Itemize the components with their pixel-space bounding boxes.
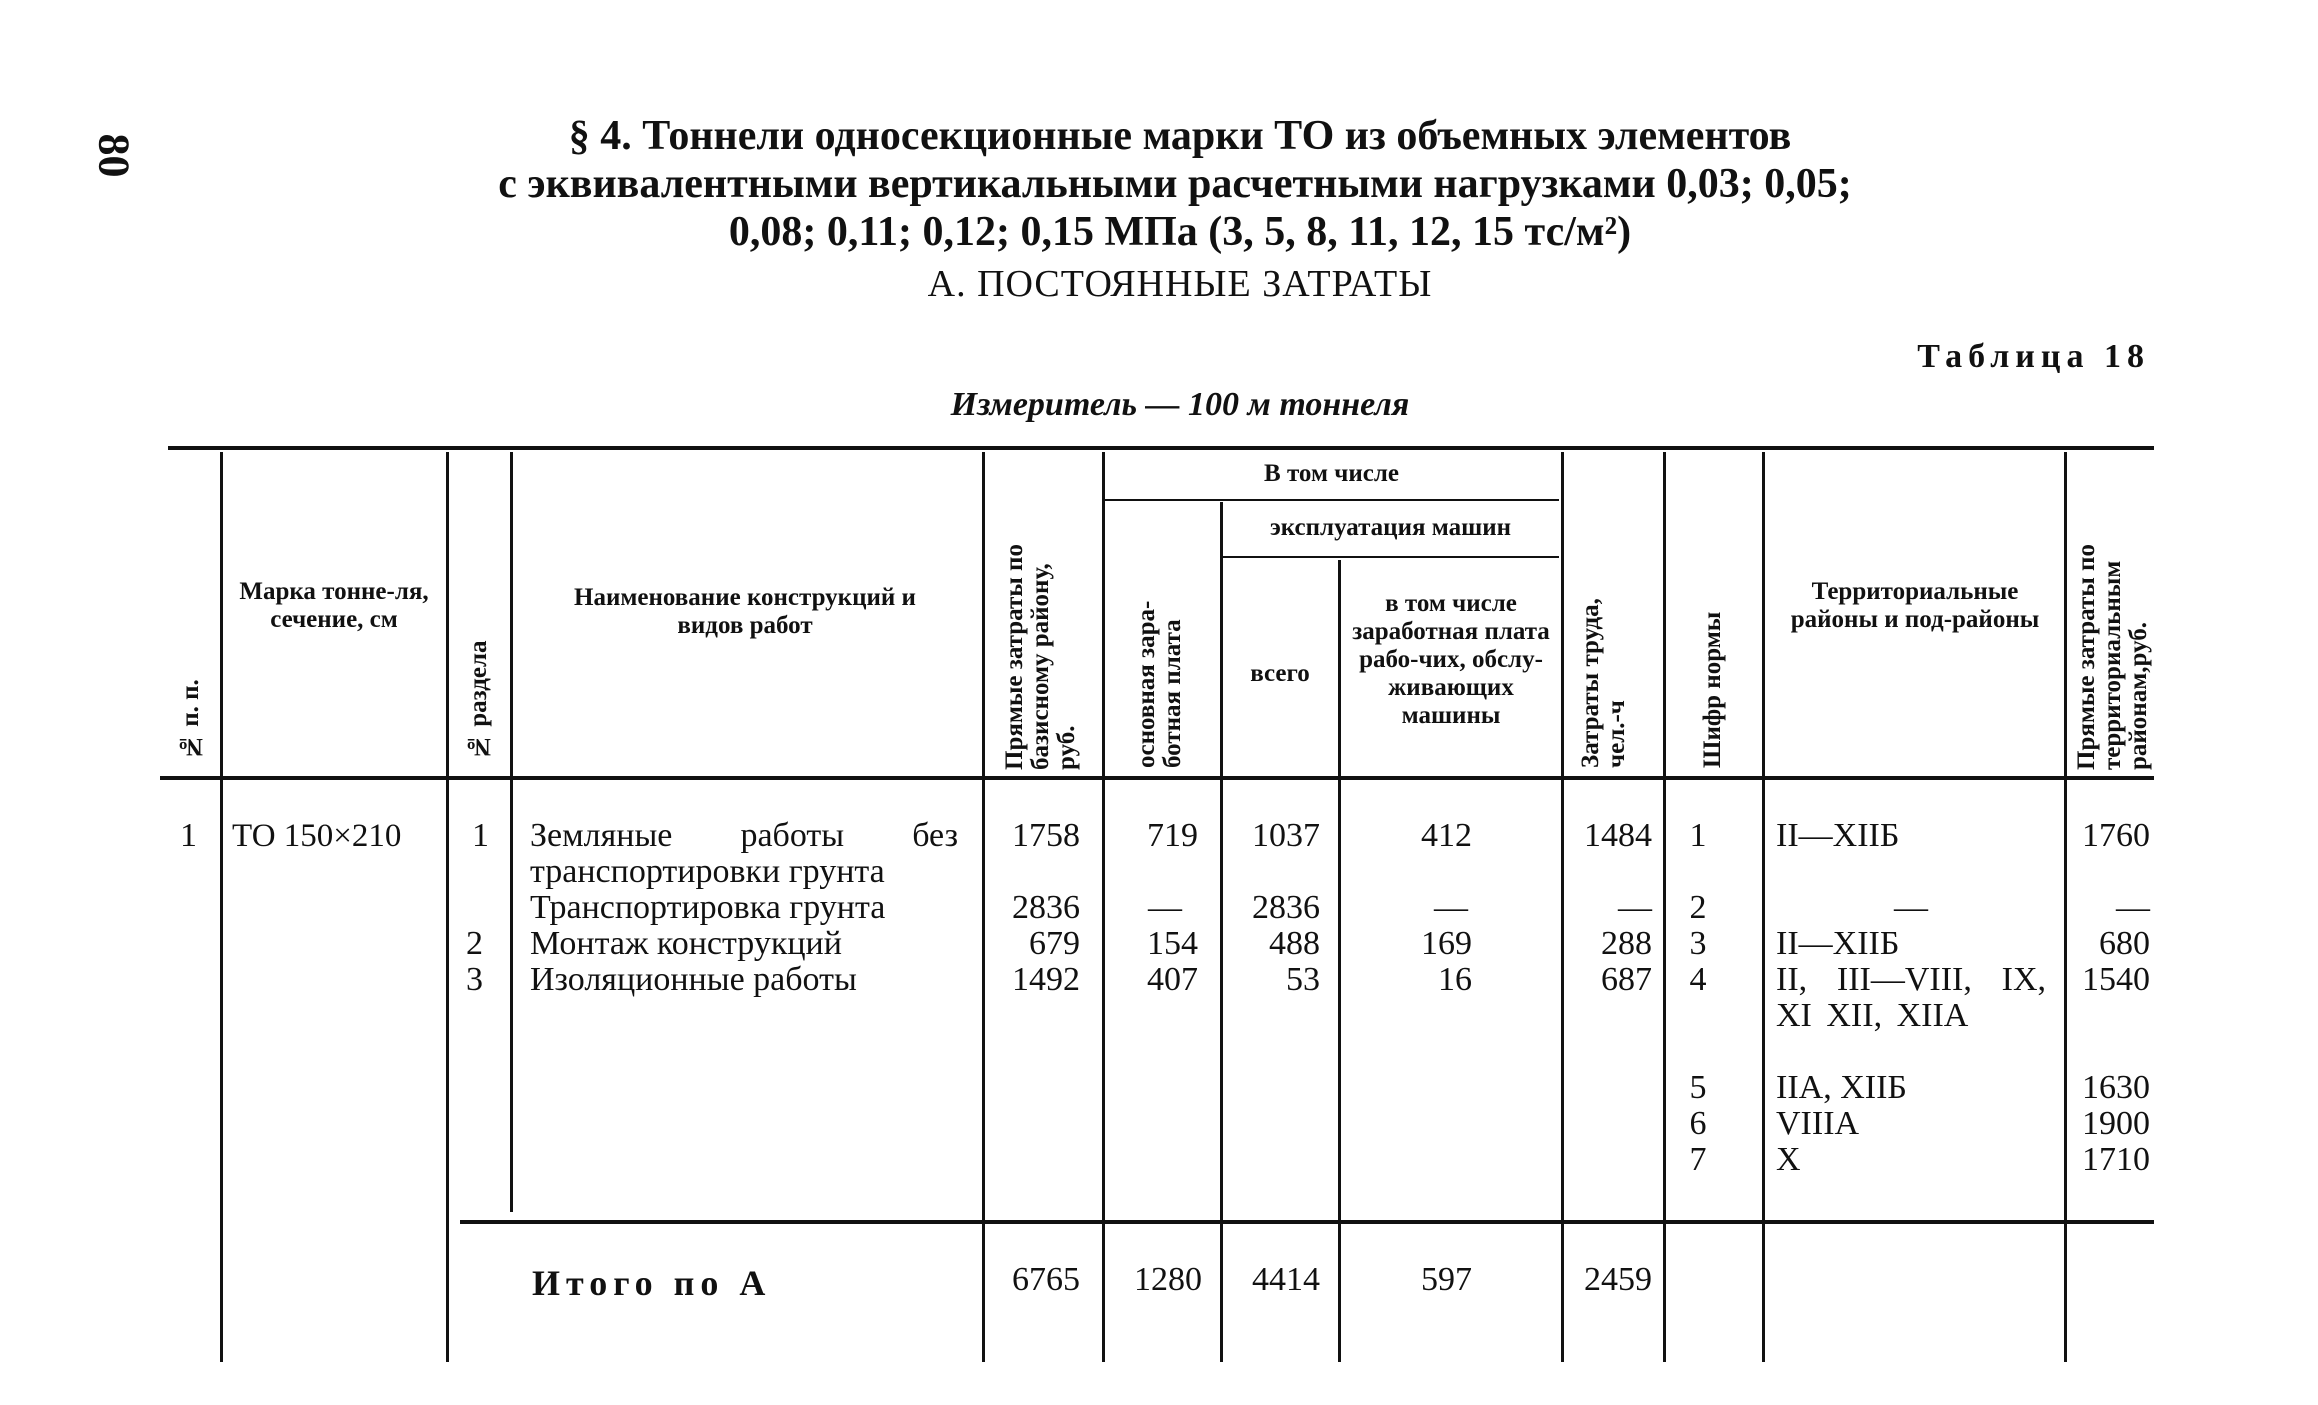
header-machines-total: всего bbox=[1250, 660, 1310, 687]
work-direct: 1492 bbox=[1012, 961, 1080, 998]
header-section: № раздела bbox=[465, 640, 492, 760]
work-labor: — bbox=[1618, 889, 1652, 926]
measure-unit: Измеритель — 100 м тоннеля bbox=[950, 386, 1410, 423]
norm-code: 5 bbox=[1689, 1069, 1707, 1106]
header-name: Наименование конструкций и видов работ bbox=[574, 584, 916, 639]
region-cost: — bbox=[2116, 889, 2150, 926]
header-code: Шифр нормы bbox=[1699, 611, 1726, 768]
row-num: 1 bbox=[180, 817, 197, 854]
header-num: № п. п. bbox=[177, 679, 204, 760]
totals-rule bbox=[460, 1220, 2154, 1224]
col-rule-6 bbox=[1220, 502, 1223, 1362]
heading-line-3: 0,08; 0,11; 0,12; 0,15 МПа (3, 5, 8, 11, 12, 15 тс/м²) bbox=[728, 209, 1632, 255]
work-machines: 2836 bbox=[1252, 889, 1320, 926]
work-section: 2 bbox=[466, 925, 483, 962]
work-section: 1 bbox=[472, 817, 489, 854]
region-cost: 680 bbox=[2099, 925, 2150, 962]
region: IIA, XIIБ bbox=[1776, 1069, 1907, 1106]
work-incl-wages: 16 bbox=[1438, 961, 1472, 998]
region-cost: 1710 bbox=[2082, 1141, 2150, 1178]
work-incl-wages: 169 bbox=[1421, 925, 1472, 962]
header-regions: Территориальные районы и под-районы bbox=[1790, 578, 2040, 633]
work-incl-wages: 412 bbox=[1421, 817, 1472, 854]
region: II—XIIБ bbox=[1776, 925, 1900, 962]
region: VIIIA bbox=[1776, 1105, 1860, 1142]
col-rule-1 bbox=[220, 452, 223, 1362]
machines-rule bbox=[1222, 556, 1559, 558]
page-number: 80 bbox=[89, 133, 139, 178]
work-incl-wages: — bbox=[1434, 889, 1468, 926]
work-machines: 53 bbox=[1286, 961, 1320, 998]
col-rule-8 bbox=[1561, 452, 1564, 1362]
header-direct-regions: Прямые затраты по территориальным районам,руб. bbox=[2073, 544, 2152, 770]
header-direct-base: Прямые затраты по базисному району, руб. bbox=[1001, 544, 1080, 770]
work-direct: 2836 bbox=[1012, 889, 1080, 926]
norm-code: 7 bbox=[1689, 1141, 1707, 1178]
work-name: Монтаж конструкций bbox=[530, 925, 842, 962]
work-direct: 1758 bbox=[1012, 817, 1080, 854]
work-labor: 1484 bbox=[1584, 817, 1652, 854]
region: — bbox=[1894, 889, 1928, 926]
totals-labor: 2459 bbox=[1584, 1261, 1652, 1298]
totals-machines: 4414 bbox=[1252, 1261, 1320, 1298]
work-direct: 679 bbox=[1029, 925, 1080, 962]
norm-code: 2 bbox=[1689, 889, 1707, 926]
norm-code: 4 bbox=[1689, 961, 1707, 998]
norm-code: 6 bbox=[1689, 1105, 1707, 1142]
region-cost: 1630 bbox=[2082, 1069, 2150, 1106]
table-label: Таблица 18 bbox=[1917, 338, 2150, 375]
totals-direct: 6765 bbox=[1012, 1261, 1080, 1298]
subheading: А. ПОСТОЯННЫЕ ЗАТРАТЫ bbox=[927, 263, 1433, 305]
header-bottom-rule bbox=[160, 776, 2154, 780]
norm-code: 1 bbox=[1689, 817, 1707, 854]
heading-line-2: с эквивалентными вертикальными расчетными нагрузками 0,03; 0,05; bbox=[498, 161, 1852, 207]
header-incl-wages: в том числе заработная плата рабо-чих, обслу-живающих машины bbox=[1352, 590, 1550, 729]
table-top-rule bbox=[168, 446, 2154, 450]
col-rule-2 bbox=[446, 452, 449, 1362]
heading-line-1: § 4. Тоннели односекционные марки ТО из объемных элементов bbox=[568, 113, 1792, 159]
work-machines: 1037 bbox=[1252, 817, 1320, 854]
region-cost: 1540 bbox=[2082, 961, 2150, 998]
totals-wages: 1280 bbox=[1134, 1261, 1202, 1298]
col-rule-3 bbox=[510, 452, 513, 1212]
work-wages: 154 bbox=[1147, 925, 1198, 962]
totals-incl-wages: 597 bbox=[1421, 1261, 1472, 1298]
section-heading bbox=[420, 112, 1940, 256]
work-wages: — bbox=[1148, 889, 1182, 926]
norm-code: 3 bbox=[1689, 925, 1707, 962]
work-wages: 407 bbox=[1147, 961, 1198, 998]
col-rule-7 bbox=[1338, 560, 1341, 1362]
header-mark: Марка тонне-ля, сечение, см bbox=[239, 578, 429, 633]
work-labor: 288 bbox=[1601, 925, 1652, 962]
header-labor: Затраты труда, чел.-ч bbox=[1577, 598, 1630, 768]
work-labor: 687 bbox=[1601, 961, 1652, 998]
row-mark: ТО 150×210 bbox=[232, 818, 402, 854]
work-machines: 488 bbox=[1269, 925, 1320, 962]
work-name: Изоляционные работы bbox=[530, 961, 857, 998]
header-machines: эксплуатация машин bbox=[1269, 514, 1512, 541]
col-rule-11 bbox=[2064, 452, 2067, 1362]
work-wages: 719 bbox=[1147, 817, 1198, 854]
work-name: Транспортировка грунта bbox=[530, 889, 886, 926]
header-incl: В том числе bbox=[1264, 460, 1399, 487]
region: X bbox=[1776, 1141, 1801, 1178]
region: II—XIIБ bbox=[1776, 817, 1900, 854]
incl-rule bbox=[1104, 499, 1559, 501]
col-rule-4 bbox=[982, 452, 985, 1362]
totals-label: Итого по А bbox=[532, 1263, 772, 1303]
region-cost: 1760 bbox=[2082, 817, 2150, 854]
region-cost: 1900 bbox=[2082, 1105, 2150, 1142]
header-wages: основная зара- ботная плата bbox=[1133, 600, 1186, 768]
col-rule-5 bbox=[1102, 452, 1105, 1362]
work-name: Земляные работы без транспортировки грунта bbox=[530, 817, 958, 890]
col-rule-10 bbox=[1762, 452, 1765, 1362]
region: II, III—VIII, IX, XI XII, XIIA bbox=[1776, 961, 2046, 1034]
work-section: 3 bbox=[466, 961, 483, 998]
